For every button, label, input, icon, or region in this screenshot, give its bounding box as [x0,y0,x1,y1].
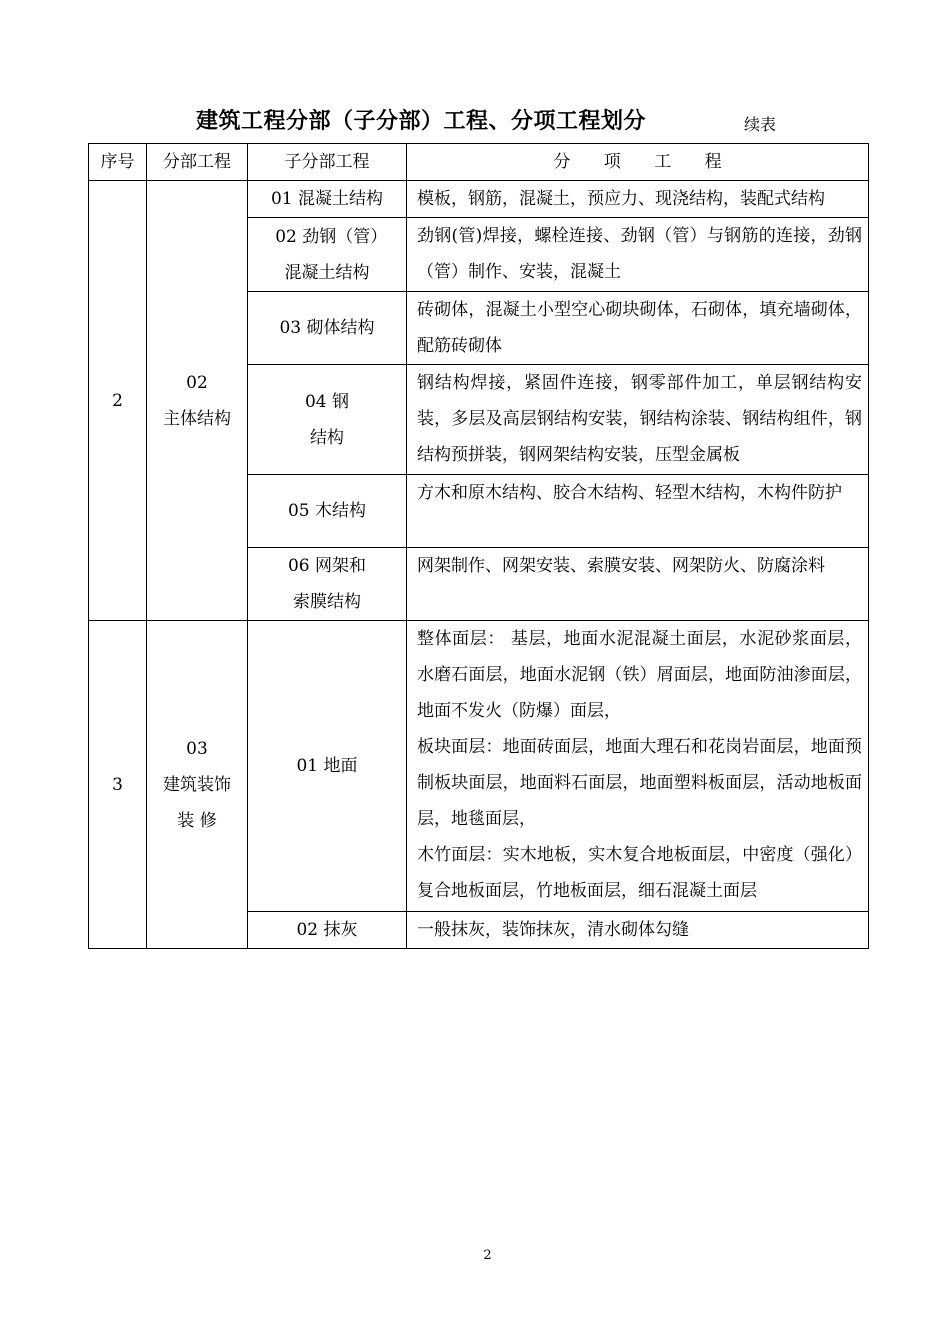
items-text: 板块面层：地面砖面层，地面大理石和花岗岩面层，地面预制板块面层，地面料石面层，地面塑料板面层，活动地板面层，地毯面层， [417,737,862,829]
items-text: 木竹面层：实木地板，实木复合地板面层，中密度（强化）复合地板面层，竹地板面层，细石混凝土面层 [417,845,862,901]
subdivision-cell: 01 地面 [248,621,407,912]
items-text: 钢结构焊接，紧固件连接，钢零部件加工，单层钢结构安装，多层及高层钢结构安装，钢结构涂装、钢结构组件，钢结构预拼装，钢网架结构安装，压型金属板 [417,373,862,465]
subdivision-cell: 03 砌体结构 [248,292,407,365]
items-text: 砖砌体，混凝土小型空心砌块砌体，石砌体，填充墙砌体，配筋砖砌体 [417,300,862,356]
items-text: 一般抹灰，装饰抹灰，清水砌体勾缝 [417,920,689,940]
division-code: 02 [186,372,208,393]
table-row [89,181,869,218]
header-seq: 序号 [89,144,147,181]
subdivision-cell: 05 木结构 [248,475,407,548]
division-name: 主体结构 [163,408,231,429]
page-title: 建筑工程分部（子分部）工程、分项工程划分 [196,109,647,134]
header-division: 分部工程 [147,144,248,181]
items-text: 网架制作、网架安装、索膜安装、网架防火、防腐涂料 [417,556,825,576]
items-cell [407,365,869,475]
seq-cell: 3 [89,621,147,949]
header-subdivision: 子分部工程 [248,144,407,181]
subdivision-cell: 01 混凝土结构 [248,181,407,218]
division-name: 建筑装饰装 修 [163,774,231,831]
division-code: 03 [186,738,208,759]
items-cell [407,218,869,292]
subdivision-cell [248,548,407,621]
table-header-row [89,144,869,181]
subdivision-name: 06 网架和索膜结构 [287,556,367,612]
table-row [89,621,869,912]
items-text: 劲钢(管)焊接，螺栓连接、劲钢（管）与钢筋的连接，劲钢（管）制作、安装，混凝土 [417,226,862,282]
items-cell [407,621,869,912]
header-items: 分 项 工 程 [407,144,869,181]
subdivision-name: 04 钢结构 [304,391,350,448]
items-cell [407,912,869,949]
items-cell [407,475,869,548]
subdivision-cell: 02 抹灰 [248,912,407,949]
subdivision-name: 02 劲钢（管）混凝土结构 [275,226,379,283]
items-cell [407,548,869,621]
page-number: 2 [483,1248,492,1263]
division-cell [147,181,248,621]
subdivision-cell [248,218,407,292]
items-text: 模板，钢筋，混凝土，预应力、现浇结构，装配式结构 [417,189,825,209]
title-suffix: 续表 [744,115,777,134]
items-cell [407,181,869,218]
seq-cell: 2 [89,181,147,621]
title-row [0,100,950,140]
division-table [88,143,869,949]
division-cell [147,621,248,949]
items-text: 整体面层： 基层，地面水泥混凝土面层，水泥砂浆面层，水磨石面层，地面水泥钢（铁）屑面层，地面防油渗面层，地面不发火（防爆）面层， [417,629,862,721]
subdivision-cell [248,365,407,475]
items-text: 方木和原木结构、胶合木结构、轻型木结构，木构件防护 [417,483,842,503]
items-cell [407,292,869,365]
